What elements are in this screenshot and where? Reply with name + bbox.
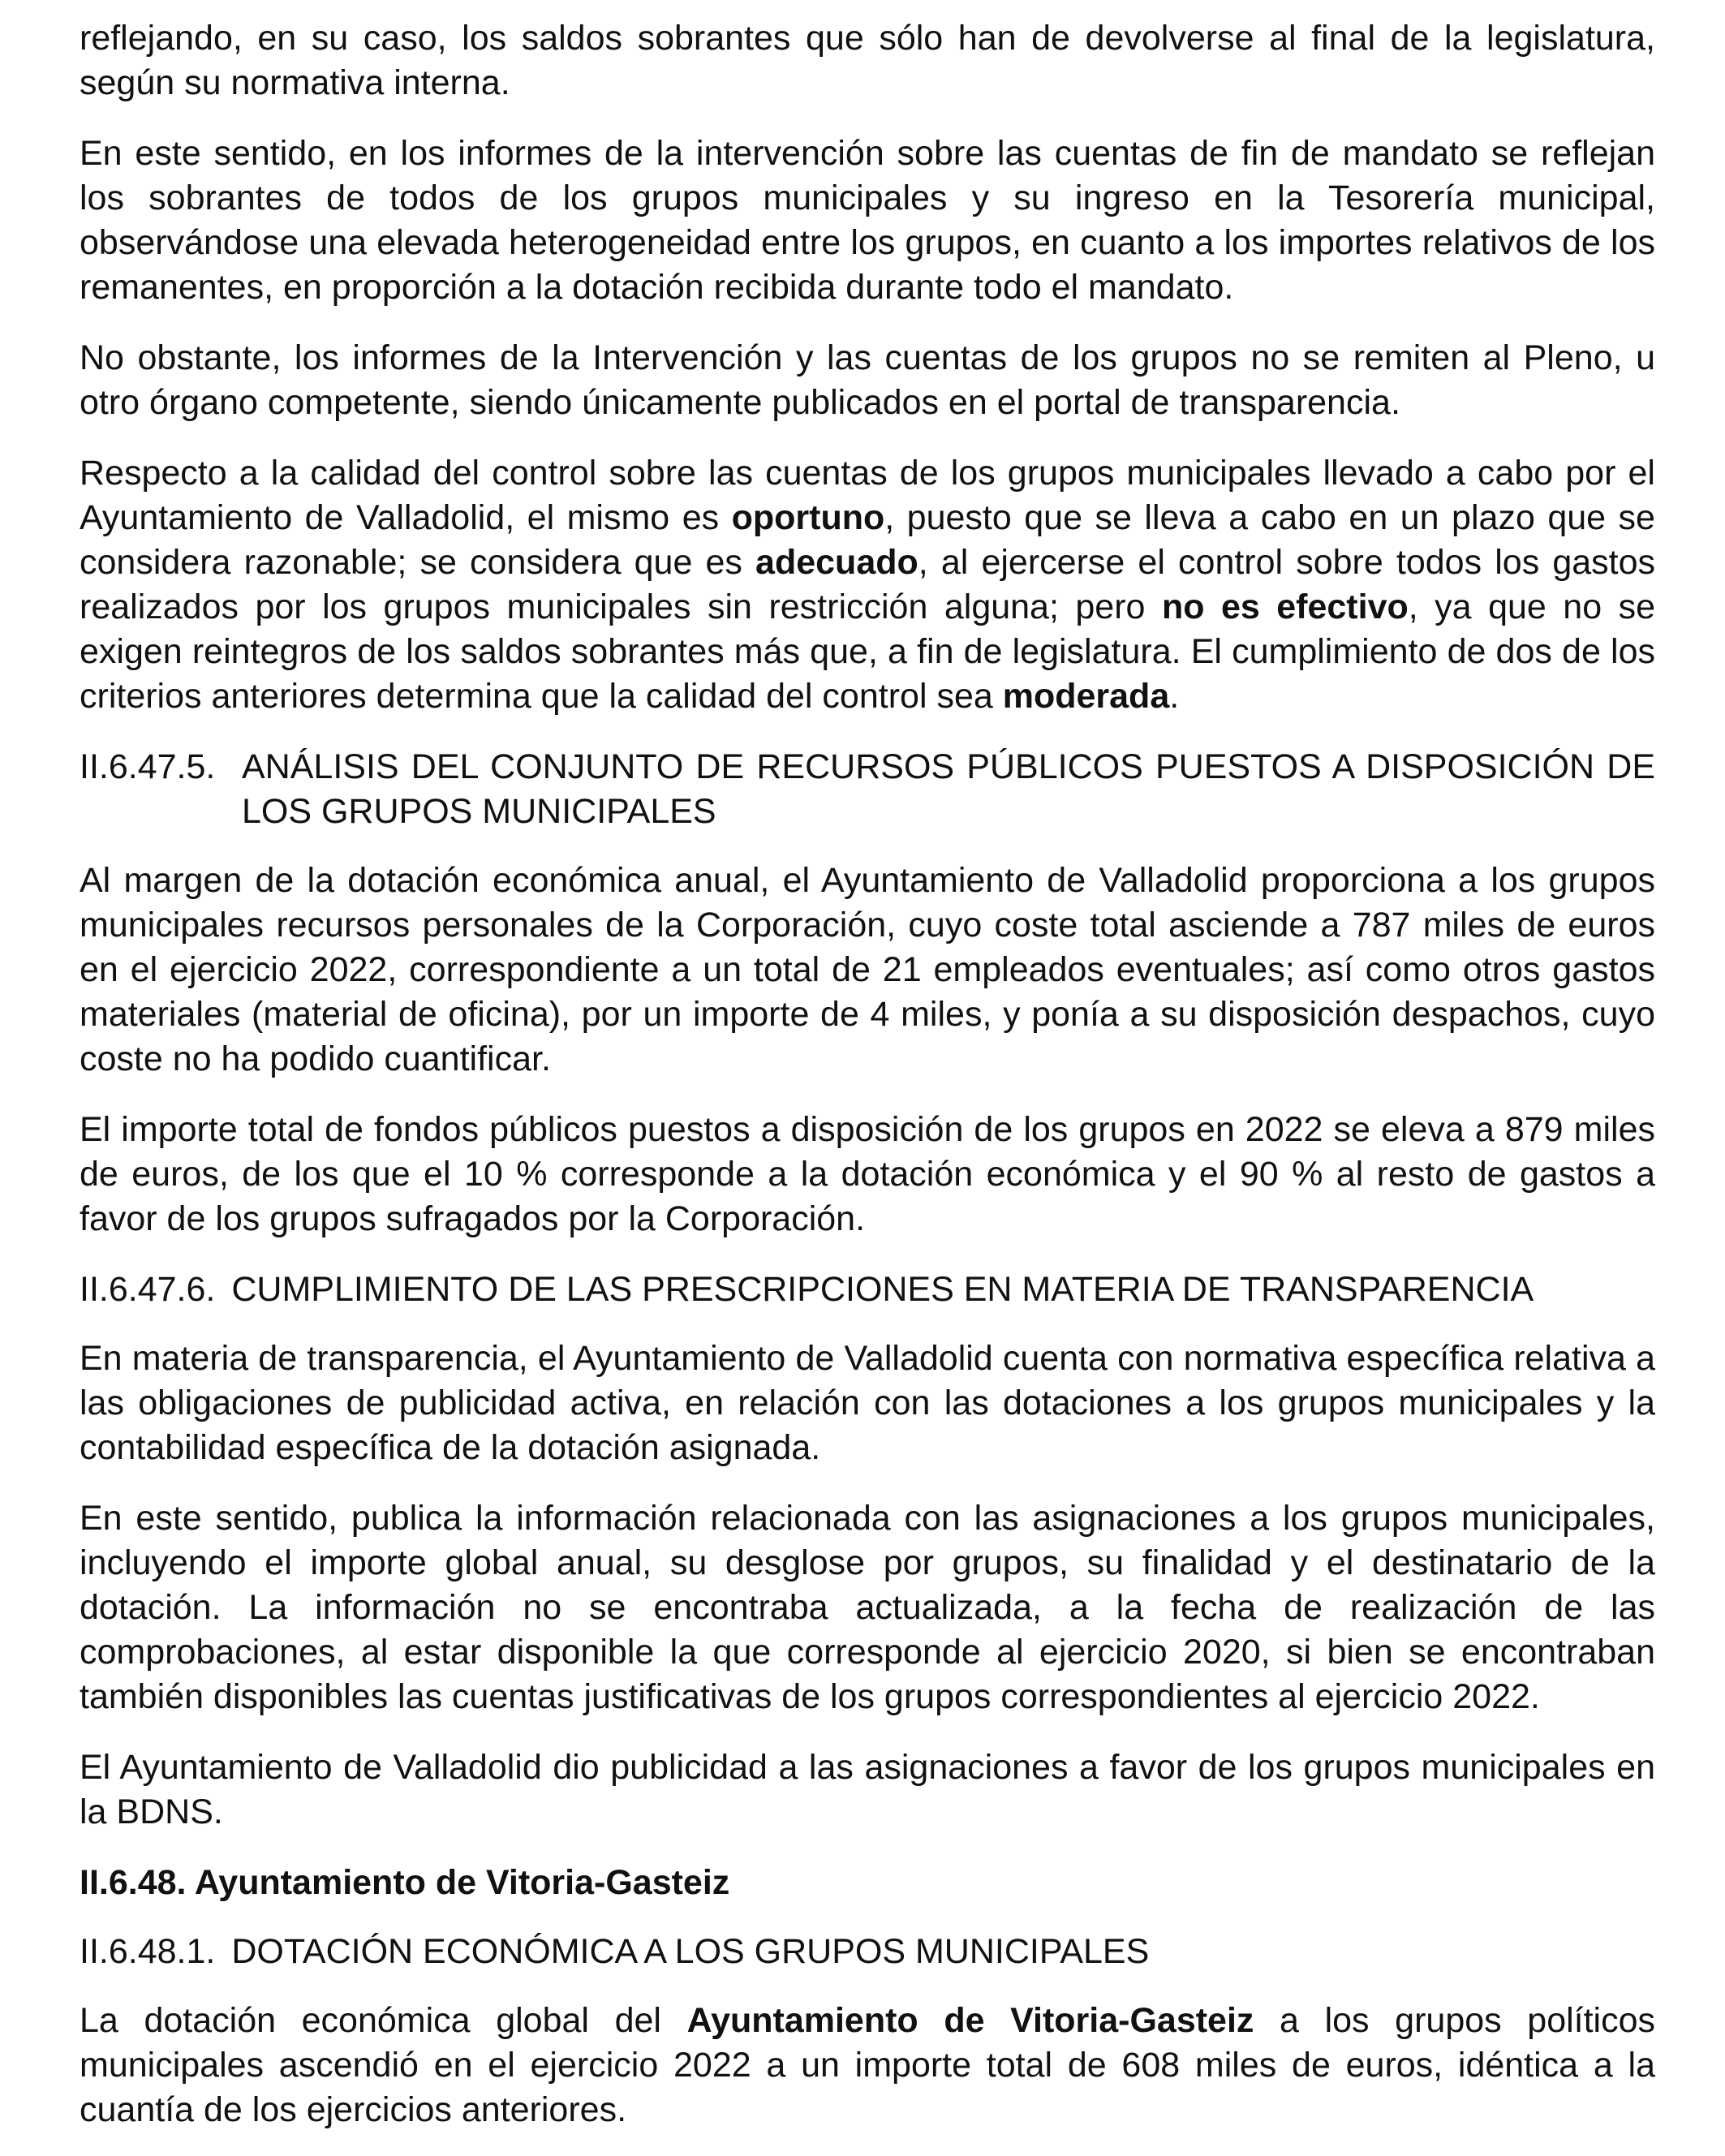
- paragraph-publica-informacion: En este sentido, publica la información relacionada con las asignaciones a los grupos municipales, incluyendo el importe global anual, su desglose por grupos, su finalidad y el destinatario de la dotación. La información no se encontraba actualizada, a la fecha de realización de las comprobaciones, al estar disponible la que corresponde al ejercicio 2020, si bien se encontraban también disponibles las cuentas justificativas de los grupos correspondientes al ejercicio 2022.: [80, 1499, 1655, 1716]
- section-heading-vitoria-gasteiz: II.6.48. Ayuntamiento de Vitoria-Gasteiz: [80, 1863, 730, 1902]
- bold-term-ayuntamiento-vitoria: Ayuntamiento de Vitoria-Gasteiz: [686, 2001, 1254, 2040]
- section-number: II.6.47.5.: [80, 747, 216, 786]
- paragraph-calidad-control: [80, 451, 1655, 719]
- section-number: II.6.48.1.: [80, 1932, 216, 1971]
- paragraph-no-obstante: No obstante, los informes de la Intervención y las cuentas de los grupos no se remiten al Pleno, u otro órgano competente, siendo únicamente publicados en el portal de transparencia.: [80, 338, 1655, 422]
- bold-term-adecuado: adecuado: [755, 543, 918, 582]
- paragraph-bdns: El Ayuntamiento de Valladolid dio publicidad a las asignaciones a favor de los grupos municipales en la BDNS.: [80, 1748, 1655, 1831]
- text-run: a los grupos políticos municipales ascendió en el ejercicio 2022 a un importe total de 608 miles de euros, idéntica a la cuantía de los ejercicios anteriores.: [80, 2001, 1656, 2129]
- section-heading-dotacion-economica: [80, 1930, 1655, 1974]
- section-number: II.6.47.6.: [80, 1270, 216, 1309]
- paragraph-materia-transparencia: En materia de transparencia, el Ayuntamiento de Valladolid cuenta con normativa específica relativa a las obligaciones de publicidad activa, en relación con las dotaciones a los grupos municipales y la contabilidad específica de la dotación asignada.: [80, 1339, 1655, 1467]
- paragraph-recursos-personales: Al margen de la dotación económica anual, el Ayuntamiento de Valladolid proporciona a los grupos municipales recursos personales de la Corporación, cuyo coste total asciende a 787 miles de euros en el ejercicio 2022, correspondiente a un total de 21 empleados eventuales; así como otros gastos materiales (material de oficina), por un importe de 4 miles, y ponía a su disposición despachos, cuyo coste no ha podido cuantificar.: [80, 861, 1655, 1078]
- text-run: , puesto que se lleva a cabo en un plazo que se considera razonable; se considera que es: [80, 498, 1655, 582]
- text-run: La dotación económica global del: [80, 2001, 687, 2040]
- section-title: ANÁLISIS DEL CONJUNTO DE RECURSOS PÚBLICOS PUESTOS A DISPOSICIÓN DE LOS GRUPOS MUNICIPALES: [242, 747, 1655, 831]
- text-run: , ya que no se exigen reintegros de los saldos sobrantes más que, a fin de legislatura. El cumplimiento de dos de los criterios anteriores determina que la calidad del control sea: [80, 587, 1656, 716]
- paragraph-dotacion-vitoria: [80, 1999, 1655, 2132]
- section-heading-recursos-publicos: [80, 745, 1655, 834]
- paragraph-importe-total: El importe total de fondos públicos puestos a disposición de los grupos en 2022 se eleva a 879 miles de euros, de los que el 10 % corresponde a la dotación económica y el 90 % al resto de gastos a favor de los grupos sufragados por la Corporación.: [80, 1110, 1655, 1238]
- paragraph-informes-intervencion: En este sentido, en los informes de la intervención sobre las cuentas de fin de mandato se reflejan los sobrantes de todos de los grupos municipales y su ingreso en la Tesorería municipal, observándose una elevada heterogeneidad entre los grupos, en cuanto a los importes relativos de los remanentes, en proporción a la dotación recibida durante todo el mandato.: [80, 134, 1655, 307]
- document-page: [80, 16, 1655, 2132]
- section-title: CUMPLIMIENTO DE LAS PRESCRIPCIONES EN MATERIA DE TRANSPARENCIA: [231, 1270, 1534, 1309]
- text-run: , al ejercerse el control sobre todos los gastos realizados por los grupos municipales sin restricción alguna; pero: [80, 543, 1656, 626]
- text-run: Respecto a la calidad del control sobre las cuentas de los grupos municipales llevado a cabo por el Ayuntamiento de Valladolid, el mismo es: [80, 454, 1655, 537]
- bold-term-no-es-efectivo: no es efectivo: [1161, 587, 1409, 626]
- section-heading-transparencia: [80, 1267, 1655, 1312]
- paragraph-saldos-sobrantes: reflejando, en su caso, los saldos sobrantes que sólo han de devolverse al final de la legislatura, según su normativa interna.: [80, 19, 1655, 102]
- bold-term-oportuno: oportuno: [731, 498, 885, 537]
- bold-term-moderada: moderada: [1002, 677, 1170, 716]
- text-run: .: [1169, 677, 1180, 716]
- section-title: DOTACIÓN ECONÓMICA A LOS GRUPOS MUNICIPALES: [231, 1932, 1150, 1971]
